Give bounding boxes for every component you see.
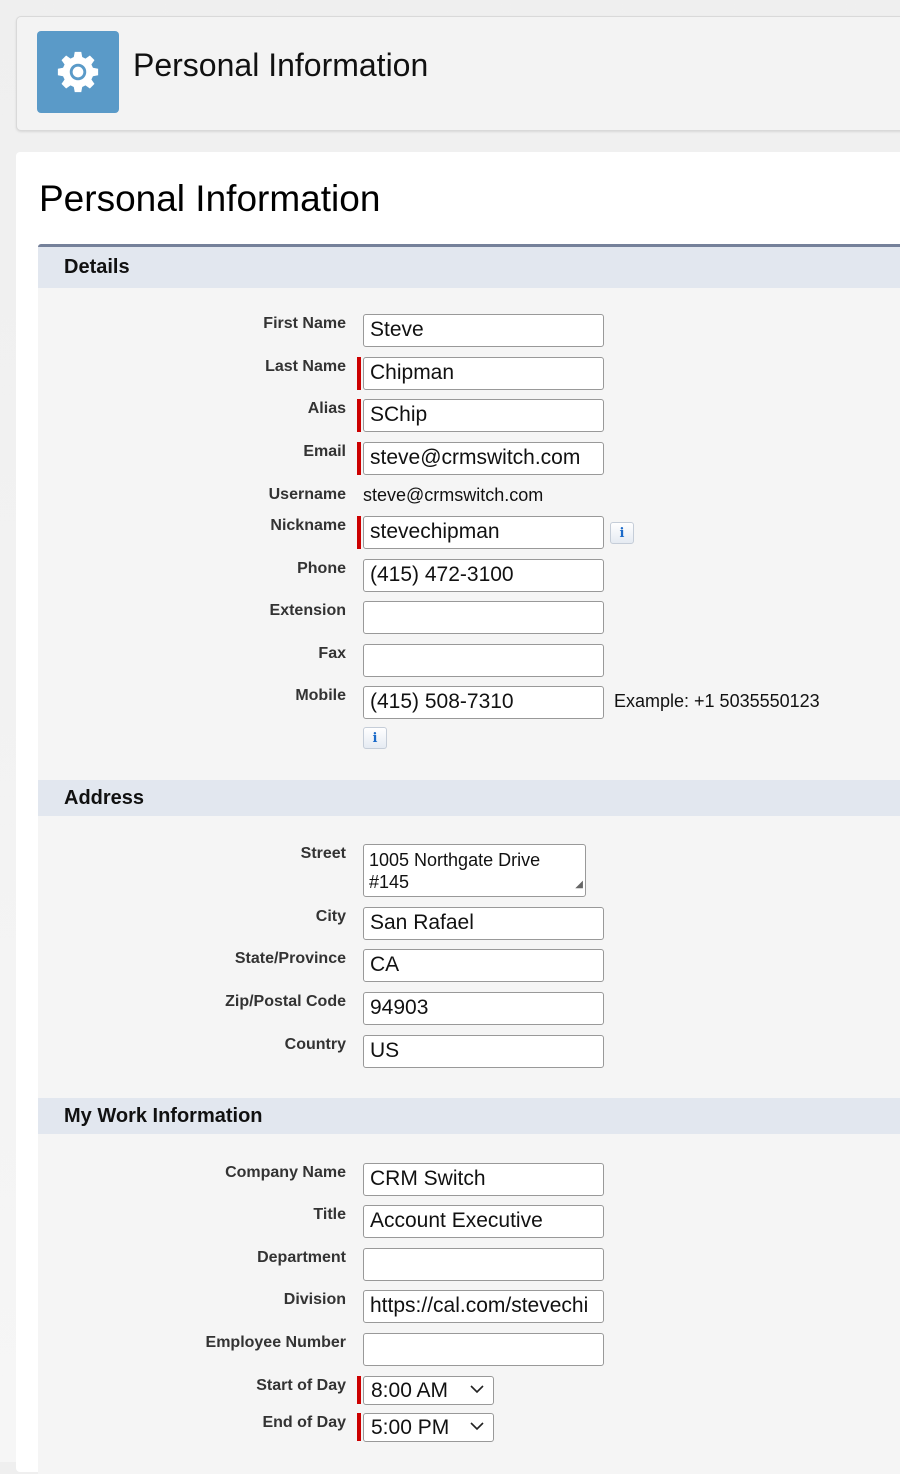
- title-input[interactable]: Account Executive: [363, 1205, 604, 1238]
- chevron-down-icon: [469, 1418, 485, 1437]
- phone-input[interactable]: (415) 472-3100: [363, 559, 604, 592]
- required-indicator: [357, 442, 361, 475]
- header-title: Personal Information: [133, 47, 429, 83]
- fax-label: Fax: [318, 645, 346, 662]
- details-section-header: Details: [38, 244, 900, 288]
- zip-postal-code-input[interactable]: 94903: [363, 992, 604, 1025]
- extension-label: Extension: [269, 602, 346, 619]
- state-province-label: State/Province: [234, 950, 346, 967]
- title-label: Title: [313, 1206, 346, 1223]
- extension-input[interactable]: [363, 601, 604, 634]
- nickname-input[interactable]: stevechipman: [363, 516, 604, 549]
- page-header: [16, 16, 900, 131]
- required-indicator: [357, 399, 361, 432]
- last-name-input[interactable]: Chipman: [363, 357, 604, 390]
- country-input[interactable]: US: [363, 1035, 604, 1068]
- company-name-label: Company Name: [225, 1164, 346, 1181]
- email-input[interactable]: steve@crmswitch.com: [363, 442, 604, 475]
- main-card: [16, 152, 900, 1472]
- fax-input[interactable]: [363, 644, 604, 677]
- nickname-info-icon[interactable]: i: [610, 522, 634, 544]
- department-input[interactable]: [363, 1248, 604, 1281]
- division-label: Division: [283, 1291, 346, 1308]
- mobile-input[interactable]: (415) 508-7310: [363, 686, 604, 719]
- alias-label: Alias: [307, 400, 346, 417]
- start-of-day-select[interactable]: [363, 1376, 494, 1405]
- end-of-day-select[interactable]: [363, 1413, 494, 1442]
- required-indicator: [357, 1413, 361, 1441]
- country-label: Country: [284, 1036, 346, 1053]
- city-input[interactable]: San Rafael: [363, 907, 604, 940]
- street-label: Street: [300, 845, 346, 862]
- required-indicator: [357, 1376, 361, 1404]
- selected-value: 8:00 AM: [371, 1379, 449, 1402]
- username-label: Username: [268, 486, 346, 503]
- mobile-label: Mobile: [295, 687, 346, 704]
- page-title: Personal Information: [39, 178, 381, 219]
- required-indicator: [357, 516, 361, 549]
- first-name-label: First Name: [263, 315, 346, 332]
- work-section-header: My Work Information: [38, 1098, 900, 1134]
- required-indicator: [357, 357, 361, 390]
- start-of-day-label: Start of Day: [256, 1377, 346, 1394]
- end-of-day-label: End of Day: [262, 1414, 346, 1431]
- alias-input[interactable]: SChip: [363, 399, 604, 432]
- division-input[interactable]: https://cal.com/stevechi: [363, 1290, 604, 1323]
- resize-handle-icon[interactable]: ◢: [575, 879, 583, 890]
- nickname-label: Nickname: [270, 517, 346, 534]
- address-section-header: Address: [38, 780, 900, 816]
- employee-number-label: Employee Number: [205, 1334, 346, 1351]
- chevron-down-icon: [469, 1381, 485, 1400]
- email-label: Email: [303, 443, 346, 460]
- department-label: Department: [257, 1249, 346, 1266]
- gear-icon: [37, 31, 119, 113]
- mobile-info-icon[interactable]: i: [363, 727, 387, 749]
- first-name-input[interactable]: Steve: [363, 314, 604, 347]
- mobile-example-text: Example: +1 5035550123: [614, 691, 820, 711]
- employee-number-input[interactable]: [363, 1333, 604, 1366]
- company-name-input[interactable]: CRM Switch: [363, 1163, 604, 1196]
- username-value: steve@crmswitch.com: [363, 485, 544, 505]
- phone-label: Phone: [297, 560, 346, 577]
- state-province-input[interactable]: CA: [363, 949, 604, 982]
- selected-value: 5:00 PM: [371, 1416, 450, 1439]
- last-name-label: Last Name: [265, 358, 346, 375]
- city-label: City: [315, 908, 346, 925]
- street-textarea[interactable]: 1005 Northgate Drive #145 ◢: [363, 844, 586, 897]
- zip-postal-code-label: Zip/Postal Code: [225, 993, 346, 1010]
